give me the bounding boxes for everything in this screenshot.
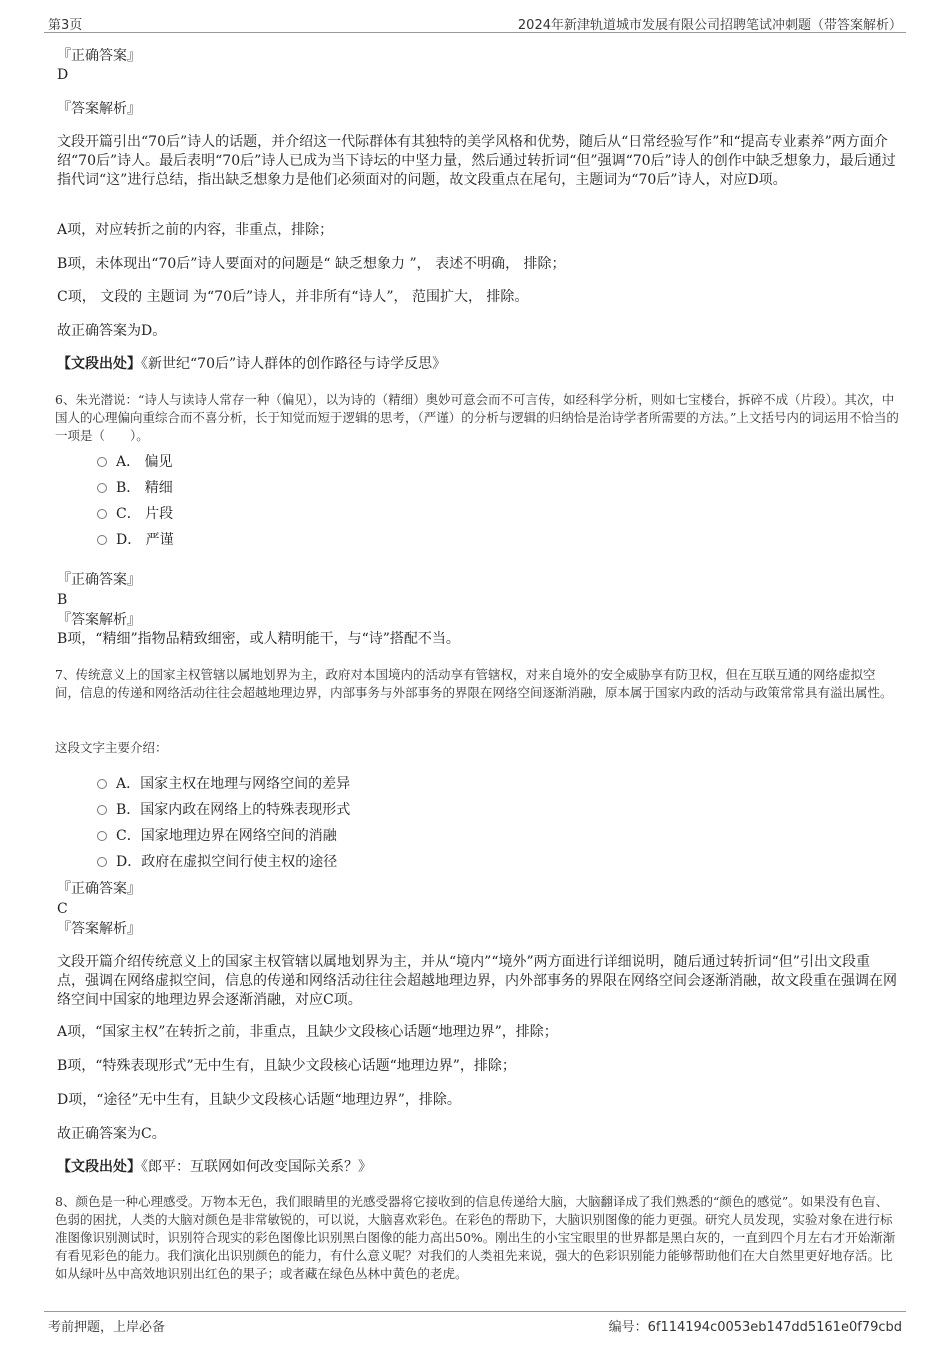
source-label: 【文段出处】 bbox=[57, 1159, 141, 1175]
q6-option-a[interactable]: A． 偏见 bbox=[97, 453, 173, 472]
q7-option-d-analysis: D项，“途径”无中生有，且缺少文段核心话题“地理边界”，排除。 bbox=[57, 1092, 461, 1108]
radio-icon[interactable] bbox=[97, 857, 107, 867]
q7-analysis-label: 『答案解析』 bbox=[57, 921, 141, 937]
radio-icon[interactable] bbox=[97, 457, 107, 467]
q6-answer: B bbox=[57, 592, 68, 608]
radio-icon[interactable] bbox=[97, 483, 107, 493]
q5-source bbox=[57, 355, 897, 374]
q7-prompt: 这段文字主要介绍： bbox=[55, 740, 168, 755]
q5-correct-answer-label: 『正确答案』 bbox=[57, 48, 141, 64]
q5-option-a-analysis: A项，对应转折之前的内容，非重点，排除； bbox=[57, 222, 334, 238]
q7-correct-answer-label: 『正确答案』 bbox=[57, 881, 141, 897]
q7-option-d[interactable]: D．政府在虚拟空间行使主权的途径 bbox=[97, 853, 337, 872]
q7-option-b[interactable]: B．国家内政在网络上的特殊表现形式 bbox=[97, 801, 350, 820]
radio-icon[interactable] bbox=[97, 535, 107, 545]
page-number: 第3页 bbox=[48, 18, 83, 33]
q7-option-c[interactable]: C．国家地理边界在网络空间的消融 bbox=[97, 827, 337, 846]
footer-slogan: 考前押题，上岸必备 bbox=[48, 1320, 166, 1335]
q6-option-b[interactable]: B． 精细 bbox=[97, 479, 173, 498]
q6-question: 6、朱光潜说：“诗人与读诗人常存一种（偏见），以为诗的（精细）奥妙可意会而不可言传，如经科学分析，则如七宝楼台，拆碎不成（片段）。其次，中国人的心理偏向重综合而不喜分析，长于知觉而短于逻辑的思考，（严谨）的分析与逻辑的归纳恰是治诗学者所需要的方法。”上文括号内的词运用不恰当的一项是（ ）。 bbox=[55, 392, 899, 443]
q7-question: 7、传统意义上的国家主权管辖以属地划界为主，政府对本国境内的活动享有管辖权，对来自境外的安全威胁享有防卫权，但在互联互通的网络虚拟空间，信息的传递和网络活动往往会超越地理边界，内部事务与外部事务的界限在网络空间逐渐消融，原本属于国家内政的活动与政策常常具有溢出属性。 bbox=[55, 667, 893, 700]
document-title: 2024年新津轨道城市发展有限公司招聘笔试冲刺题（带答案解析） bbox=[517, 18, 902, 33]
source-title: 《新世纪“70后”诗人群体的创作路径与诗学反思》 bbox=[141, 356, 447, 372]
q7-answer: C bbox=[57, 901, 68, 917]
source-label: 【文段出处】 bbox=[57, 356, 141, 372]
q7-source bbox=[57, 1158, 897, 1177]
radio-icon[interactable] bbox=[97, 509, 107, 519]
q6-option-c[interactable]: C． 片段 bbox=[97, 505, 173, 524]
q5-conclusion: 故正确答案为D。 bbox=[57, 323, 167, 339]
source-title: 《郎平：互联网如何改变国际关系？》 bbox=[141, 1159, 372, 1175]
radio-icon[interactable] bbox=[97, 779, 107, 789]
q5-analysis-paragraph: 文段开篇引出“70后”诗人的话题，并介绍这一代际群体有其独特的美学风格和优势，随后从“日常经验写作”和“提高专业素养”两方面介绍“70后”诗人。最后表明“70后”诗人已成为当下诗坛的中坚力量，然后通过转折词“但”强调“70后”诗人的创作中缺乏想象力，最后通过指代词“这”进行总结，指出缺乏想象力是他们必须面对的问题，故文段重点在尾句，主题词为“70后”诗人，对应D项。 bbox=[57, 134, 896, 188]
q5-analysis-label: 『答案解析』 bbox=[57, 101, 141, 117]
q7-option-b-analysis: B项，“特殊表现形式”无中生有，且缺少文段核心话题“地理边界”，排除； bbox=[57, 1058, 516, 1074]
radio-icon[interactable] bbox=[97, 831, 107, 841]
q7-analysis-paragraph: 文段开篇介绍传统意义上的国家主权管辖以属地划界为主，并从“境内”“境外”两方面进行详细说明，随后通过转折词“但”引出文段重点，强调在网络虚拟空间，信息的传递和网络活动往往会超越地理边界，内外部事务的界限在网络空间会逐渐消融，故文段重在强调在网络空间中国家的地理边界会逐渐消融，对应C项。 bbox=[57, 954, 897, 1008]
q5-option-c-analysis: C项， 文段的 主题词 为“70后”诗人，并非所有“诗人”， 范围扩大， 排除。 bbox=[57, 289, 529, 305]
document-id: 编号：6f114194c0053eb147dd5161e0f79cbd bbox=[608, 1320, 902, 1335]
q7-conclusion: 故正确答案为C。 bbox=[57, 1126, 166, 1142]
q6-analysis-label: 『答案解析』 bbox=[57, 612, 141, 628]
q5-answer: D bbox=[57, 67, 69, 83]
q6-correct-answer-label: 『正确答案』 bbox=[57, 572, 141, 588]
q7-option-a-analysis: A项，“国家主权”在转折之前，非重点，且缺少文段核心话题“地理边界”，排除； bbox=[57, 1024, 558, 1040]
page-header bbox=[44, 12, 906, 33]
q6-option-d[interactable]: D． 严谨 bbox=[97, 531, 174, 550]
radio-icon[interactable] bbox=[97, 805, 107, 815]
q5-option-b-analysis: B项，未体现出“70后”诗人要面对的问题是“ 缺乏想象力 ”， 表述不明确， 排除； bbox=[57, 256, 566, 272]
page-footer bbox=[44, 1311, 906, 1334]
q8-question: 8、颜色是一种心理感受。万物本无色，我们眼睛里的光感受器将它接收到的信息传递给大脑，大脑翻译成了我们熟悉的“颜色的感觉”。如果没有色盲、色弱的困扰，人类的大脑对颜色是非常敏锐的，可以说，大脑喜欢彩色。在彩色的帮助下，大脑识别图像的能力更强。研究人员发现，实验对象在进行标准图像识别测试时，识别符合现实的彩色图像比识别黑白图像的能力高出50%。刚出生的小宝宝眼里的世界都是黑白灰的，一直到四个月左右才开始渐渐有看见彩色的能力。我们演化出识别颜色的能力，有什么意义呢？对我们的人类祖先来说，强大的色彩识别能力能够帮助他们在大自然里更好地存活。比如从绿叶丛中高效地识别出红色的果子；或者藏在绿色丛林中黄色的老虎。 bbox=[55, 1194, 896, 1281]
q7-option-a[interactable]: A．国家主权在地理与网络空间的差异 bbox=[97, 775, 350, 794]
q6-analysis: B项，“精细”指物品精致细密，或人精明能干，与“诗”搭配不当。 bbox=[57, 631, 460, 647]
